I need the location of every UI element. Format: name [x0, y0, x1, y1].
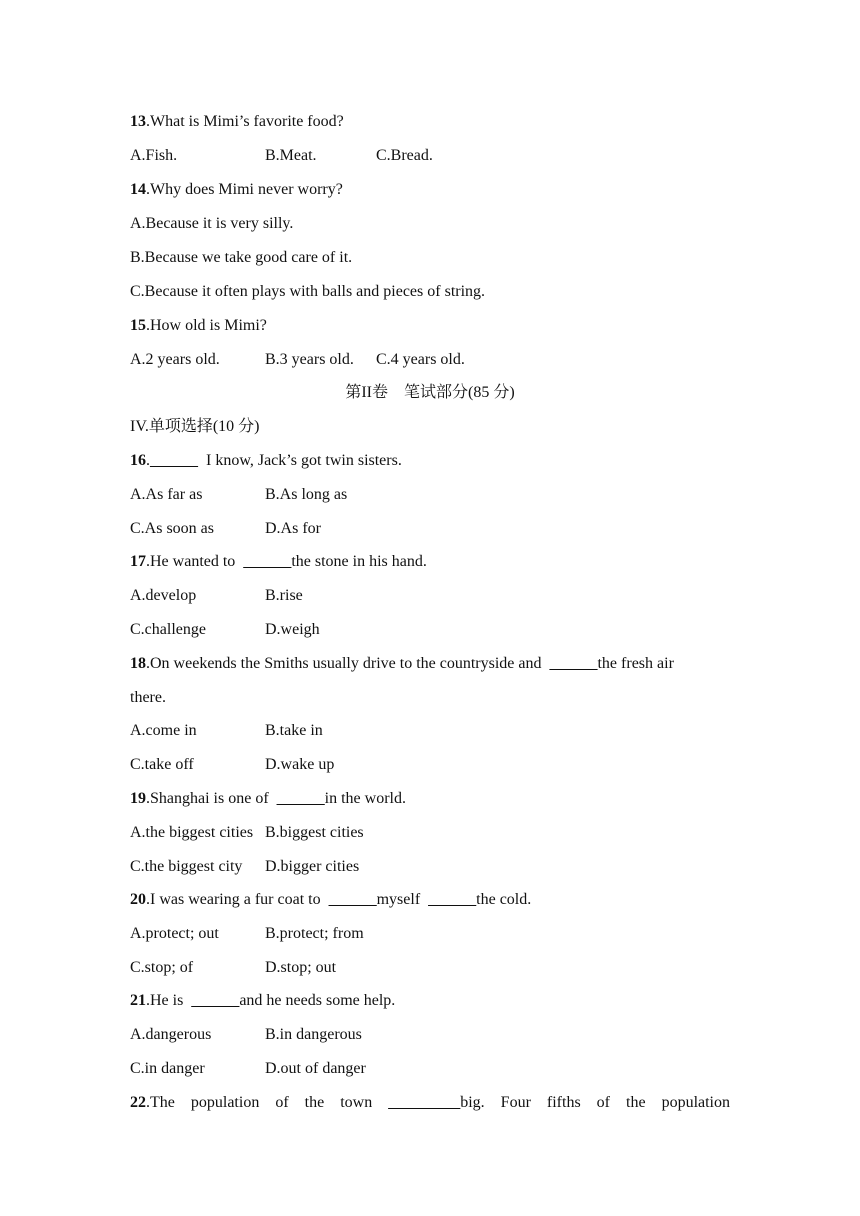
- question-16: [130, 449, 730, 473]
- option-b: B.in dangerous: [265, 1026, 362, 1043]
- answer-blank: ______: [549, 655, 598, 672]
- option-d: D.bigger cities: [265, 858, 360, 875]
- options-row: [130, 719, 730, 743]
- question-text: .On weekends the Smiths usually drive to the countryside and: [146, 655, 550, 672]
- question-number: 18: [130, 655, 146, 672]
- option-c: C.take off: [130, 756, 194, 773]
- question-number: 19: [130, 790, 146, 807]
- option-b: B.rise: [265, 587, 303, 604]
- answer-blank: ______: [328, 891, 377, 908]
- question-text: .Shanghai is one of: [146, 790, 277, 807]
- option-b: B.take in: [265, 722, 323, 739]
- option-a: A.dangerous: [130, 1026, 212, 1043]
- option-c: C.in danger: [130, 1060, 205, 1077]
- options-row: [130, 348, 730, 372]
- question-number: 14: [130, 181, 146, 198]
- question-17: [130, 550, 730, 574]
- answer-blank: _________: [388, 1094, 461, 1111]
- question-18: [130, 652, 730, 676]
- option-c: C.stop; of: [130, 959, 194, 976]
- question-number: 17: [130, 553, 146, 570]
- option-a: A.develop: [130, 587, 197, 604]
- question-text: the stone in his hand.: [291, 553, 427, 570]
- options-row: [130, 753, 730, 777]
- options-row: [130, 855, 730, 879]
- option-c: C.Bread.: [376, 147, 433, 164]
- option-d: D.stop; out: [265, 959, 337, 976]
- question-text: .I was wearing a fur coat to: [146, 891, 329, 908]
- option-c: C.challenge: [130, 621, 206, 638]
- question-text: the fresh air: [597, 655, 674, 672]
- option-d: D.out of danger: [265, 1060, 366, 1077]
- question-number: 16: [130, 452, 146, 469]
- option-a: A.2 years old.: [130, 351, 220, 368]
- question-15: [130, 314, 730, 338]
- question-text: and he needs some help.: [239, 992, 396, 1009]
- question-13: [130, 110, 730, 134]
- option-b: B.Because we take good care of it.: [130, 249, 353, 266]
- answer-blank: ______: [276, 790, 325, 807]
- question-text: .The population of the town: [146, 1094, 389, 1111]
- option-c: C.4 years old.: [376, 351, 465, 368]
- answer-blank: ______: [191, 992, 240, 1009]
- question-text: .He wanted to: [146, 553, 244, 570]
- section-title: IV.单项选择(10 分): [130, 418, 260, 435]
- options-row: [130, 483, 730, 507]
- question-number: 21: [130, 992, 146, 1009]
- options-row: [130, 922, 730, 946]
- question-number: 13: [130, 113, 146, 130]
- option-b: B.Meat.: [265, 147, 317, 164]
- option-a: A.the biggest cities: [130, 824, 254, 841]
- option-b: B.protect; from: [265, 925, 364, 942]
- option-c: C.As soon as: [130, 520, 215, 537]
- question-22: [130, 1091, 730, 1115]
- question-text: .Why does Mimi never worry?: [146, 181, 343, 198]
- question-20: [130, 888, 730, 912]
- option-b: B.biggest cities: [265, 824, 364, 841]
- answer-blank: ______: [428, 891, 477, 908]
- options-row: [130, 144, 730, 168]
- option-d: D.wake up: [265, 756, 335, 773]
- option-a: A.come in: [130, 722, 197, 739]
- question-text: the cold.: [476, 891, 532, 908]
- options-row: [130, 618, 730, 642]
- question-text: big. Four fifths of the population: [460, 1094, 730, 1111]
- question-text: .He is: [146, 992, 192, 1009]
- option-b: B.As long as: [265, 486, 348, 503]
- question-21: [130, 989, 730, 1013]
- question-text: .What is Mimi’s favorite food?: [146, 113, 344, 130]
- option-d: D.As for: [265, 520, 321, 537]
- question-number: 22: [130, 1094, 146, 1111]
- question-number: 15: [130, 317, 146, 334]
- answer-blank: ______: [243, 553, 292, 570]
- question-text: in the world.: [324, 790, 406, 807]
- question-continuation: there.: [130, 689, 166, 706]
- question-19: [130, 787, 730, 811]
- question-text: .How old is Mimi?: [146, 317, 267, 334]
- option-d: D.weigh: [265, 621, 320, 638]
- part-title: 第II卷 笔试部分(85 分): [345, 384, 515, 401]
- option-b: B.3 years old.: [265, 351, 354, 368]
- options-row: [130, 821, 730, 845]
- option-c: C.Because it often plays with balls and pieces of string.: [130, 283, 486, 300]
- options-row: [130, 1057, 730, 1081]
- option-c: C.the biggest city: [130, 858, 243, 875]
- options-row: [130, 956, 730, 980]
- option-a: A.protect; out: [130, 925, 219, 942]
- answer-blank: ______: [150, 452, 198, 469]
- question-text: I know, Jack’s got twin sisters.: [198, 452, 402, 469]
- options-row: [130, 517, 730, 541]
- option-a: A.Because it is very silly.: [130, 215, 294, 232]
- question-number: 20: [130, 891, 146, 908]
- question-14: [130, 178, 730, 202]
- question-text: myself: [376, 891, 429, 908]
- options-row: [130, 1023, 730, 1047]
- options-row: [130, 584, 730, 608]
- option-a: A.As far as: [130, 486, 203, 503]
- question-text: .: [146, 452, 150, 469]
- option-a: A.Fish.: [130, 147, 178, 164]
